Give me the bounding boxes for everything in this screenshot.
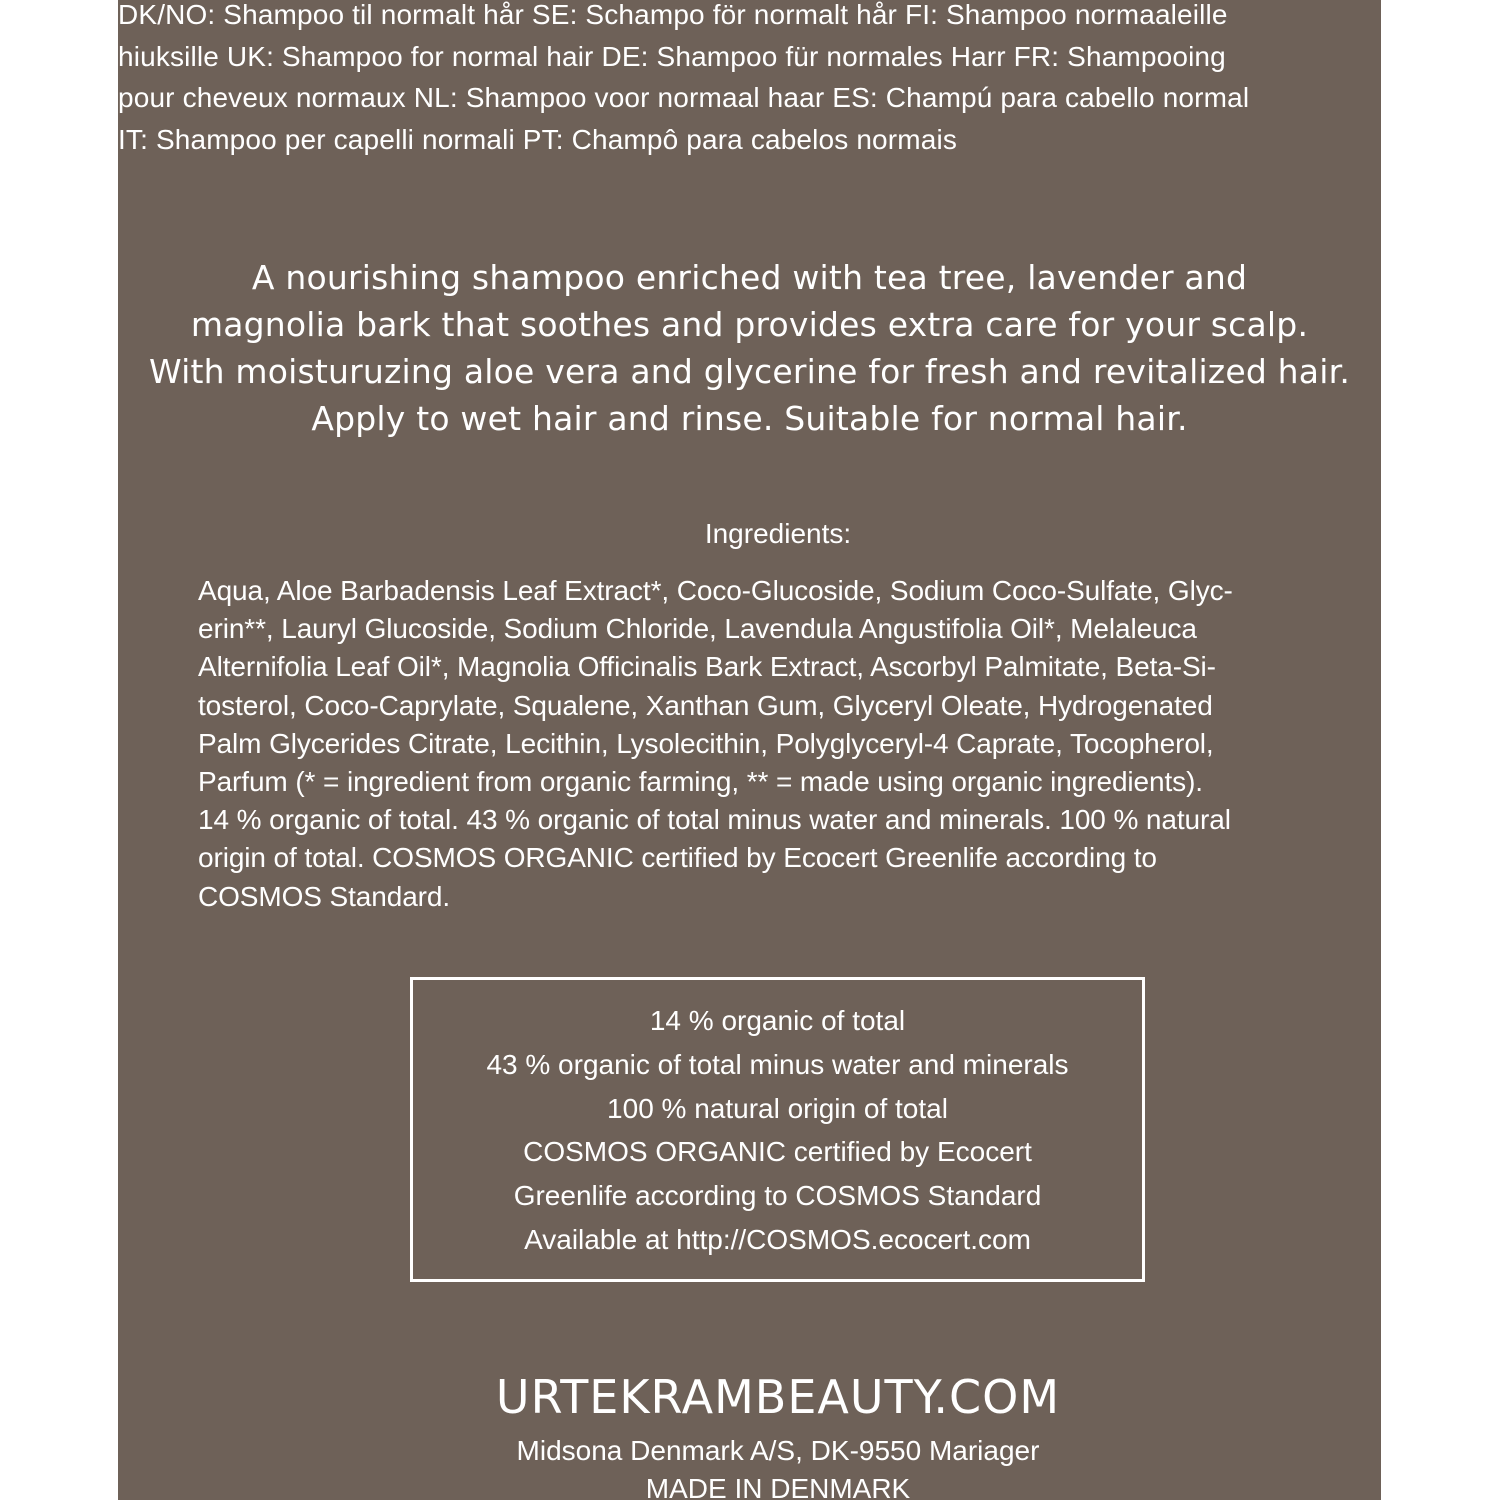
description-line: magnolia bark that soothes and provides extra care for your scalp. (190, 305, 1309, 344)
description-line: A nourishing shampoo enriched with tea tree, lavender and (251, 258, 1248, 297)
certification-line: COSMOS ORGANIC certified by Ecocert (523, 1136, 1032, 1168)
product-label-panel (118, 0, 1381, 1500)
ingredients-line: Parfum (* = ingredient from organic farming, ** = made using organic ingredients). (198, 765, 1203, 797)
certification-line: 100 % natural origin of total (607, 1092, 948, 1124)
translation-line: DK/NO: Shampoo til normalt hår SE: Schampo för normalt hår FI: Shampoo normaaleille (118, 0, 1228, 30)
translation-line: pour cheveux normaux NL: Shampoo voor normaal haar ES: Champú para cabello normal (118, 82, 1250, 113)
brand-website: URTEKRAMBEAUTY.COM (495, 1370, 1061, 1424)
ingredients-line: 14 % organic of total. 43 % organic of total minus water and minerals. 100 % natural (198, 804, 1231, 836)
description-line: With moisturuzing aloe vera and glycerine for fresh and revitalized hair. (148, 352, 1351, 391)
translation-line: IT: Shampoo per capelli normali PT: Champô para cabelos normais (118, 123, 957, 155)
product-description (118, 254, 1381, 442)
country-of-origin: MADE IN DENMARK (645, 1473, 911, 1500)
company-address: Midsona Denmark A/S, DK-9550 Mariager (516, 1435, 1040, 1466)
ingredients-line: origin of total. COSMOS ORGANIC certified by Ecocert Greenlife according to (198, 842, 1157, 874)
description-line: Apply to wet hair and rinse. Suitable for normal hair. (311, 399, 1188, 438)
ingredients-heading: Ingredients: (704, 518, 852, 549)
ingredients-line: Aqua, Aloe Barbadensis Leaf Extract*, Coco-Glucoside, Sodium Coco-Sulfate, Glyc- (198, 575, 1233, 606)
translation-line: hiuksille UK: Shampoo for normal hair DE: Shampoo für normales Harr FR: Shampooing (118, 40, 1226, 72)
ingredients-line: COSMOS Standard. (198, 880, 451, 912)
ingredients-line: Alternifolia Leaf Oil*, Magnolia Officinalis Bark Extract, Ascorbyl Palmitate, Beta-Si- (198, 651, 1216, 683)
certification-box (410, 977, 1145, 1282)
certification-line: Greenlife according to COSMOS Standard (513, 1180, 1042, 1212)
certification-line: 43 % organic of total minus water and minerals (486, 1048, 1069, 1080)
certification-text (413, 999, 1142, 1262)
ingredients-line: Palm Glycerides Citrate, Lecithin, Lysolecithin, Polyglyceryl-4 Caprate, Tocopherol, (198, 727, 1214, 759)
certification-line: 14 % organic of total (649, 1005, 906, 1036)
product-name-translations (118, 0, 1381, 160)
ingredients-line: erin**, Lauryl Glucoside, Sodium Chloride, Lavendula Angustifolia Oil*, Melaleuca (198, 613, 1197, 645)
certification-link-line: Available at http://COSMOS.ecocert.com (524, 1223, 1031, 1255)
ingredients-list (198, 572, 1378, 916)
ingredients-line: tosterol, Coco-Caprylate, Squalene, Xanthan Gum, Glyceryl Oleate, Hydrogenated (198, 689, 1213, 721)
